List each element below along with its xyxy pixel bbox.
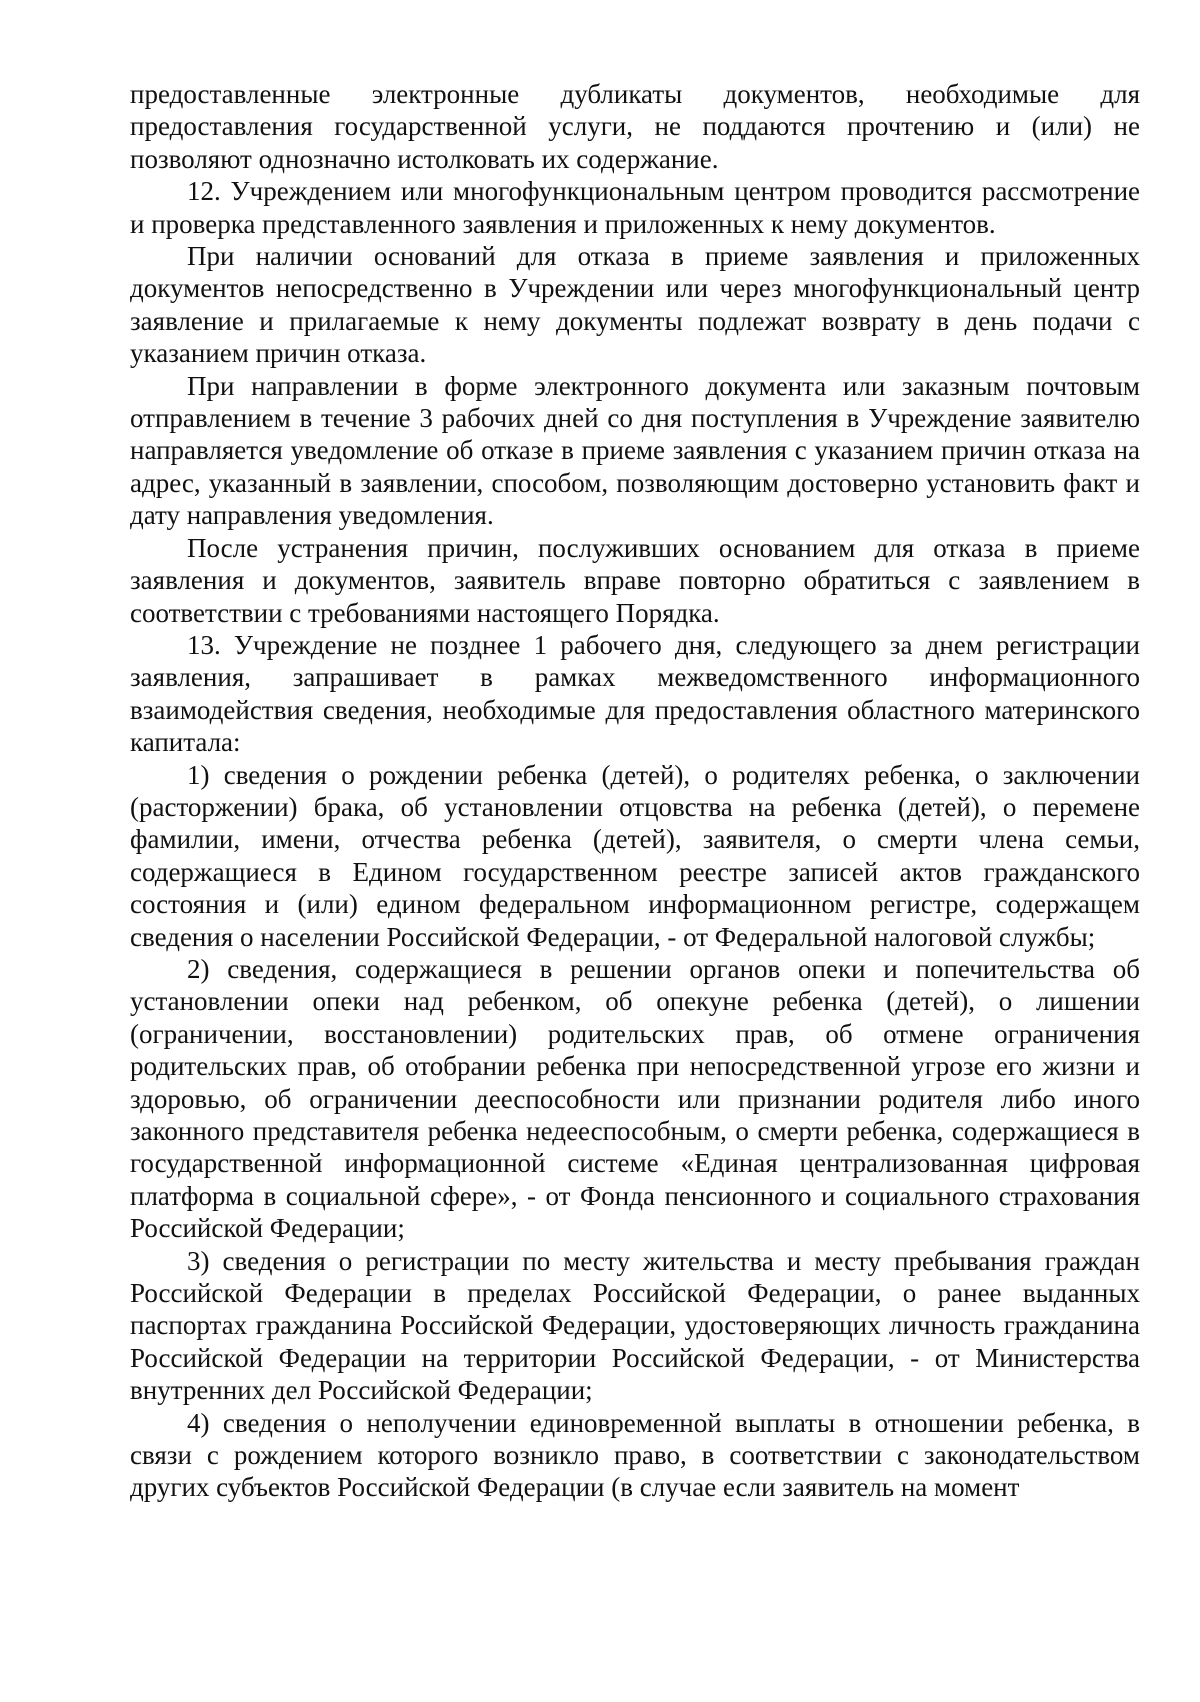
paragraph-resubmission: После устранения причин, послуживших основанием для отказа в приеме заявления и документов, заявитель вправе повторно обратиться с заявлением в соответствии с требованиями настоящего Порядка.	[130, 532, 1140, 628]
paragraph-item-13: 13. Учреждение не позднее 1 рабочего дня, следующего за днем регистрации заявления, запрашивает в рамках межведомственного информационного взаимодействия сведения, необходимые для предоставления областного материнского капитала:	[130, 629, 1140, 758]
paragraph-subitem-2: 2) сведения, содержащиеся в решении органов опеки и попечительства об установлении опеки над ребенком, об опекуне ребенка (детей), о лишении (ограничении, восстановлении) родительских прав, об отмене ограничения родительских прав, об отобрании ребенка при непосредственной угрозе его жизни и здоровью, об ограничении дееспособности или признании родителя либо иного законного представителя ребенка недееспособным, о смерти ребенка, содержащиеся в государственной информационной системе «Единая централизованная цифровая платформа в социальной сфере», - от Фонда пенсионного и социального страхования Российской Федерации;	[130, 953, 1140, 1244]
paragraph-continuation: предоставленные электронные дубликаты документов, необходимые для предоставления государственной услуги, не поддаются прочтению и (или) не позволяют однозначно истолковать их содержание.	[130, 79, 1140, 174]
paragraph-electronic-notice: При направлении в форме электронного документа или заказным почтовым отправлением в течение 3 рабочих дней со дня поступления в Учреждение заявителю направляется уведомление об отказе в приеме заявления с указанием причин отказа на адрес, указанный в заявлении, способом, позволяющим достоверно установить факт и дату направления уведомления.	[130, 370, 1140, 531]
paragraph-subitem-3: 3) сведения о регистрации по месту жительства и месту пребывания граждан Российской Федерации в пределах Российской Федерации, о ранее выданных паспортах гражданина Российской Федерации, удостоверяющих личность гражданина Российской Федерации на территории Российской Федерации, - от Министерства внутренних дел Российской Федерации;	[130, 1245, 1140, 1406]
document-body	[130, 78, 1140, 1504]
paragraph-subitem-1: 1) сведения о рождении ребенка (детей), о родителях ребенка, о заключении (расторжении) брака, об установлении отцовства на ребенка (детей), о перемене фамилии, имени, отчества ребенка (детей), заявителя, о смерти члена семьи, содержащиеся в Едином государственном реестре записей актов гражданского состояния и (или) едином федеральном информационном регистре, содержащем сведения о населении Российской Федерации, - от Федеральной налоговой службы;	[130, 759, 1140, 952]
paragraph-item-12: 12. Учреждением или многофункциональным центром проводится рассмотрение и проверка представленного заявления и приложенных к нему документов.	[130, 176, 1140, 239]
paragraph-subitem-4: 4) сведения о неполучении единовременной выплаты в отношении ребенка, в связи с рождением которого возникло право, в соответствии с законодательством других субъектов Российской Федерации (в случае если заявитель на момент	[130, 1407, 1140, 1503]
paragraph-refusal-grounds: При наличии оснований для отказа в приеме заявления и приложенных документов непосредственно в Учреждении или через многофункциональный центр заявление и прилагаемые к нему документы подлежат возврату в день подачи с указанием причин отказа.	[130, 241, 1140, 369]
